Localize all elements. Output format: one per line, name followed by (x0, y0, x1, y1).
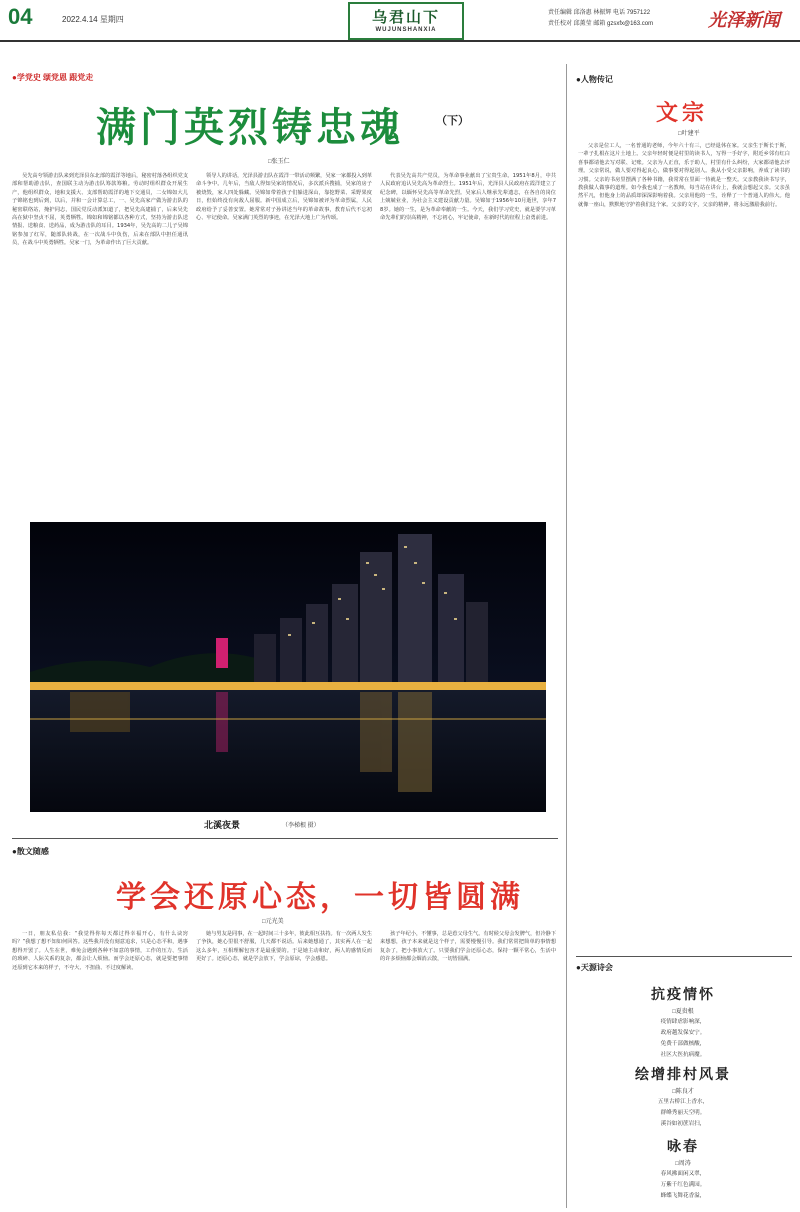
article-subtitle: （下） (436, 114, 469, 127)
credit-line-2: 责任校对 邱薰莹 邮箱 gzsxfx@163.com (548, 21, 654, 27)
article-title: 满门英烈铸忠魂 (96, 104, 404, 151)
section-title: 乌君山下 (371, 8, 440, 26)
issue-date: 2022.4.14 星期四 (62, 15, 124, 24)
editor-credits (548, 8, 653, 30)
article-column-2: 领导人的讲话，光泽县游击队在霞洋一带活动频繁，吴家一家都投入到革命斗争中。几年后，当敌人得知吴家的情况后，多次派兵搜捕，吴家的房子被烧毁，家人四处躲藏。吴锦如带着孩子们躲进深山，靠挖野菜、采野果度日，但始终没有向敌人屈服。新中国成立后，吴锦如被评为革命烈属，人民政府给予了妥善安置。她常常对子孙讲述当年的革命故事，教育后代不忘初心、牢记使命。吴家满门英烈的事迹，在光泽大地上广为传颂。 (196, 173, 372, 222)
poem-2 (580, 1064, 786, 1130)
essay-column-2: 她与男友是同事，在一起时间三十多年，彼此相互扶持。有一次两人发生了争执，她心里很不舒服，几天都不说话。后来她想通了，其实两人在一起这么多年，互相理解包容才是最重要的。于是她主动和好，两人的感情反而更好了。还原心态，就是学会放下，学会原谅，学会感恩。 (196, 931, 372, 963)
profile-author: □叶建平 (678, 131, 700, 137)
poem-1-lines: 疫情肆虐影响深， 政府越发保安宁。 免费千部做核酸， 社区大医抗病魔。 (660, 1019, 706, 1058)
essay-column-3: 孩子年纪小，不懂事，总是惹父母生气。有时候父母会发脾气，但冷静下来想想，孩子本来就是这个样子，需要慢慢引导。我们常常把简单的事情想复杂了，把小事放大了。只要我们学会还原心态，保持一颗平常心，生活中的许多烦恼都会烟消云散，一切皆圆满。 (380, 931, 556, 963)
poem-3-title: 咏春 (667, 1139, 699, 1155)
profile-tag: ●人物传记 (576, 75, 613, 84)
page-number: 04 (8, 4, 33, 29)
poem-2-lines: 五里古桥江上香水， 群峰秀丽天空明。 溪谷如初蔗岩扫， (657, 1099, 709, 1127)
poem-section-tag: ●天源诗会 (576, 963, 613, 972)
profile-title: 文宗 (656, 100, 709, 126)
night-cityscape-image (30, 522, 546, 812)
section-banner (348, 2, 464, 40)
newspaper-brand: 光泽新闻 (708, 10, 780, 31)
poem-3-author: □周涛 (675, 1161, 691, 1167)
poem-1-author: □夏贵根 (672, 1009, 694, 1015)
column-divider (566, 64, 567, 1208)
profile-body: 父亲是位工人，一名普通的老师，今年六十有三，已经退休在家。父亲生于斯长于斯，一辈子扎根在这片土地上。父亲年轻时便是村里的读书人，写得一手好字，附近乡邻有红白喜事都请他去写对联、记账。父亲为人正直，乐于助人，村里有什么纠纷，大家都请他去评理。父亲常说，做人要对得起良心，做事要对得起别人。我从小受父亲影响，养成了读书的习惯。父亲的书房里摆满了各种书籍，我常常在里面一待就是一整天。父亲教我读书写字，教我做人做事的道理。如今我也成了一名教师，每当站在讲台上，我就会想起父亲。父亲虽然平凡，但他身上的品质却深深影响着我。父亲用他的一生，诠释了一个普通人的伟大。他就像一座山，默默地守护着我们这个家。父亲的文字，父亲的精神，将永远激励我前行。 (578, 143, 790, 208)
essay-column-1: 一日，朋友私信我：“我觉得你每天都过得幸福开心，有什么诀窍吗？”我想了想不知如何回答。这些我并没有刻意追求，只是心态平和，遇事想得开罢了。人生在世，难免会遇到各种不如意的事情，工作的压力、生活的琐碎、人际关系的复杂，都会让人烦恼。而学会还原心态，就是要把事情还原到它本来的样子，不夸大、不扭曲、不过度解读。 (12, 931, 188, 971)
poem-1-title: 抗疫情怀 (651, 987, 715, 1003)
article-column-3: 代表吴先高共产党员，为革命事业献出了宝贵生命。1951年8月，中共人民政府追认吴先高为革命烈士。1951年后，光泽县人民政府在霞洋建立了纪念碑，以缅怀吴先高等革命先烈。吴家后人继承先辈遗志，在各自的岗位上兢兢业业，为社会主义建设贡献力量。吴锦如于1956年10月逝世，享年78岁。她的一生，是为革命奉献的一生。今天，我们学习党史，就是要学习革命先辈们的崇高精神，不忘初心，牢记使命，在新时代的征程上奋勇前进。 (380, 173, 556, 222)
article-column-1: 吴先高夸领游击队来到光泽县东北部的霞洋等地后，秘密村落各组织党支部和帮助游击队，查国联主动为游击队筹款筹粮。劳动时组织群众开展生产，他组织群众，地和支援大、支部帮助霞洋的地下交通员，二女锦如大儿子锦铭也到后到，以后，并和一会计算总工，一、吴先高家产做为游击队的秘密联络站，掩护同志，国民党反动派知道了，把吴先高逮捕了，后来吴先高在狱中坚贞不屈，英勇牺牲。锦如和锦铭都以各种方式，坚持为游击队送情报、送粮食、送药品，成为游击队的耳目。1934年，吴先高的二儿子吴锦铭参加了红军，随部队转战，在一次战斗中负伤，后来在部队中担任通讯员，在战斗中英勇牺牲。吴家一门，为革命作出了巨大贡献。 (12, 173, 188, 247)
photo-caption: 北溪夜景 (204, 821, 241, 831)
credit-line-1: 责任编辑 邱洛惠 林振辉 电话 7957122 (548, 10, 651, 16)
article-tag: ●学党史 颂党恩 跟党走 (12, 73, 94, 82)
poem-2-author: □陈良才 (672, 1089, 694, 1095)
photo-credit: （李梯根 摄） (282, 823, 320, 829)
essay-title: 学会还原心态，一切皆圆满 (116, 880, 524, 915)
poem-3 (580, 1136, 786, 1202)
poem-2-title: 绘增排村风景 (635, 1067, 731, 1083)
night-scene-photo (30, 522, 546, 812)
essay-tag: ●散文随感 (12, 847, 49, 856)
article-author: □张玉仁 (268, 159, 290, 165)
poem-divider (576, 956, 792, 957)
poem-1 (580, 984, 786, 1061)
poem-3-lines: 春风拂面闲又翠， 万紫千红色满园。 蜂蝶飞舞花香溢， (660, 1171, 706, 1199)
section-subtitle: WUJUNSHANXIA (375, 27, 437, 33)
section-divider (12, 838, 558, 839)
essay-author: □元光美 (262, 919, 284, 925)
